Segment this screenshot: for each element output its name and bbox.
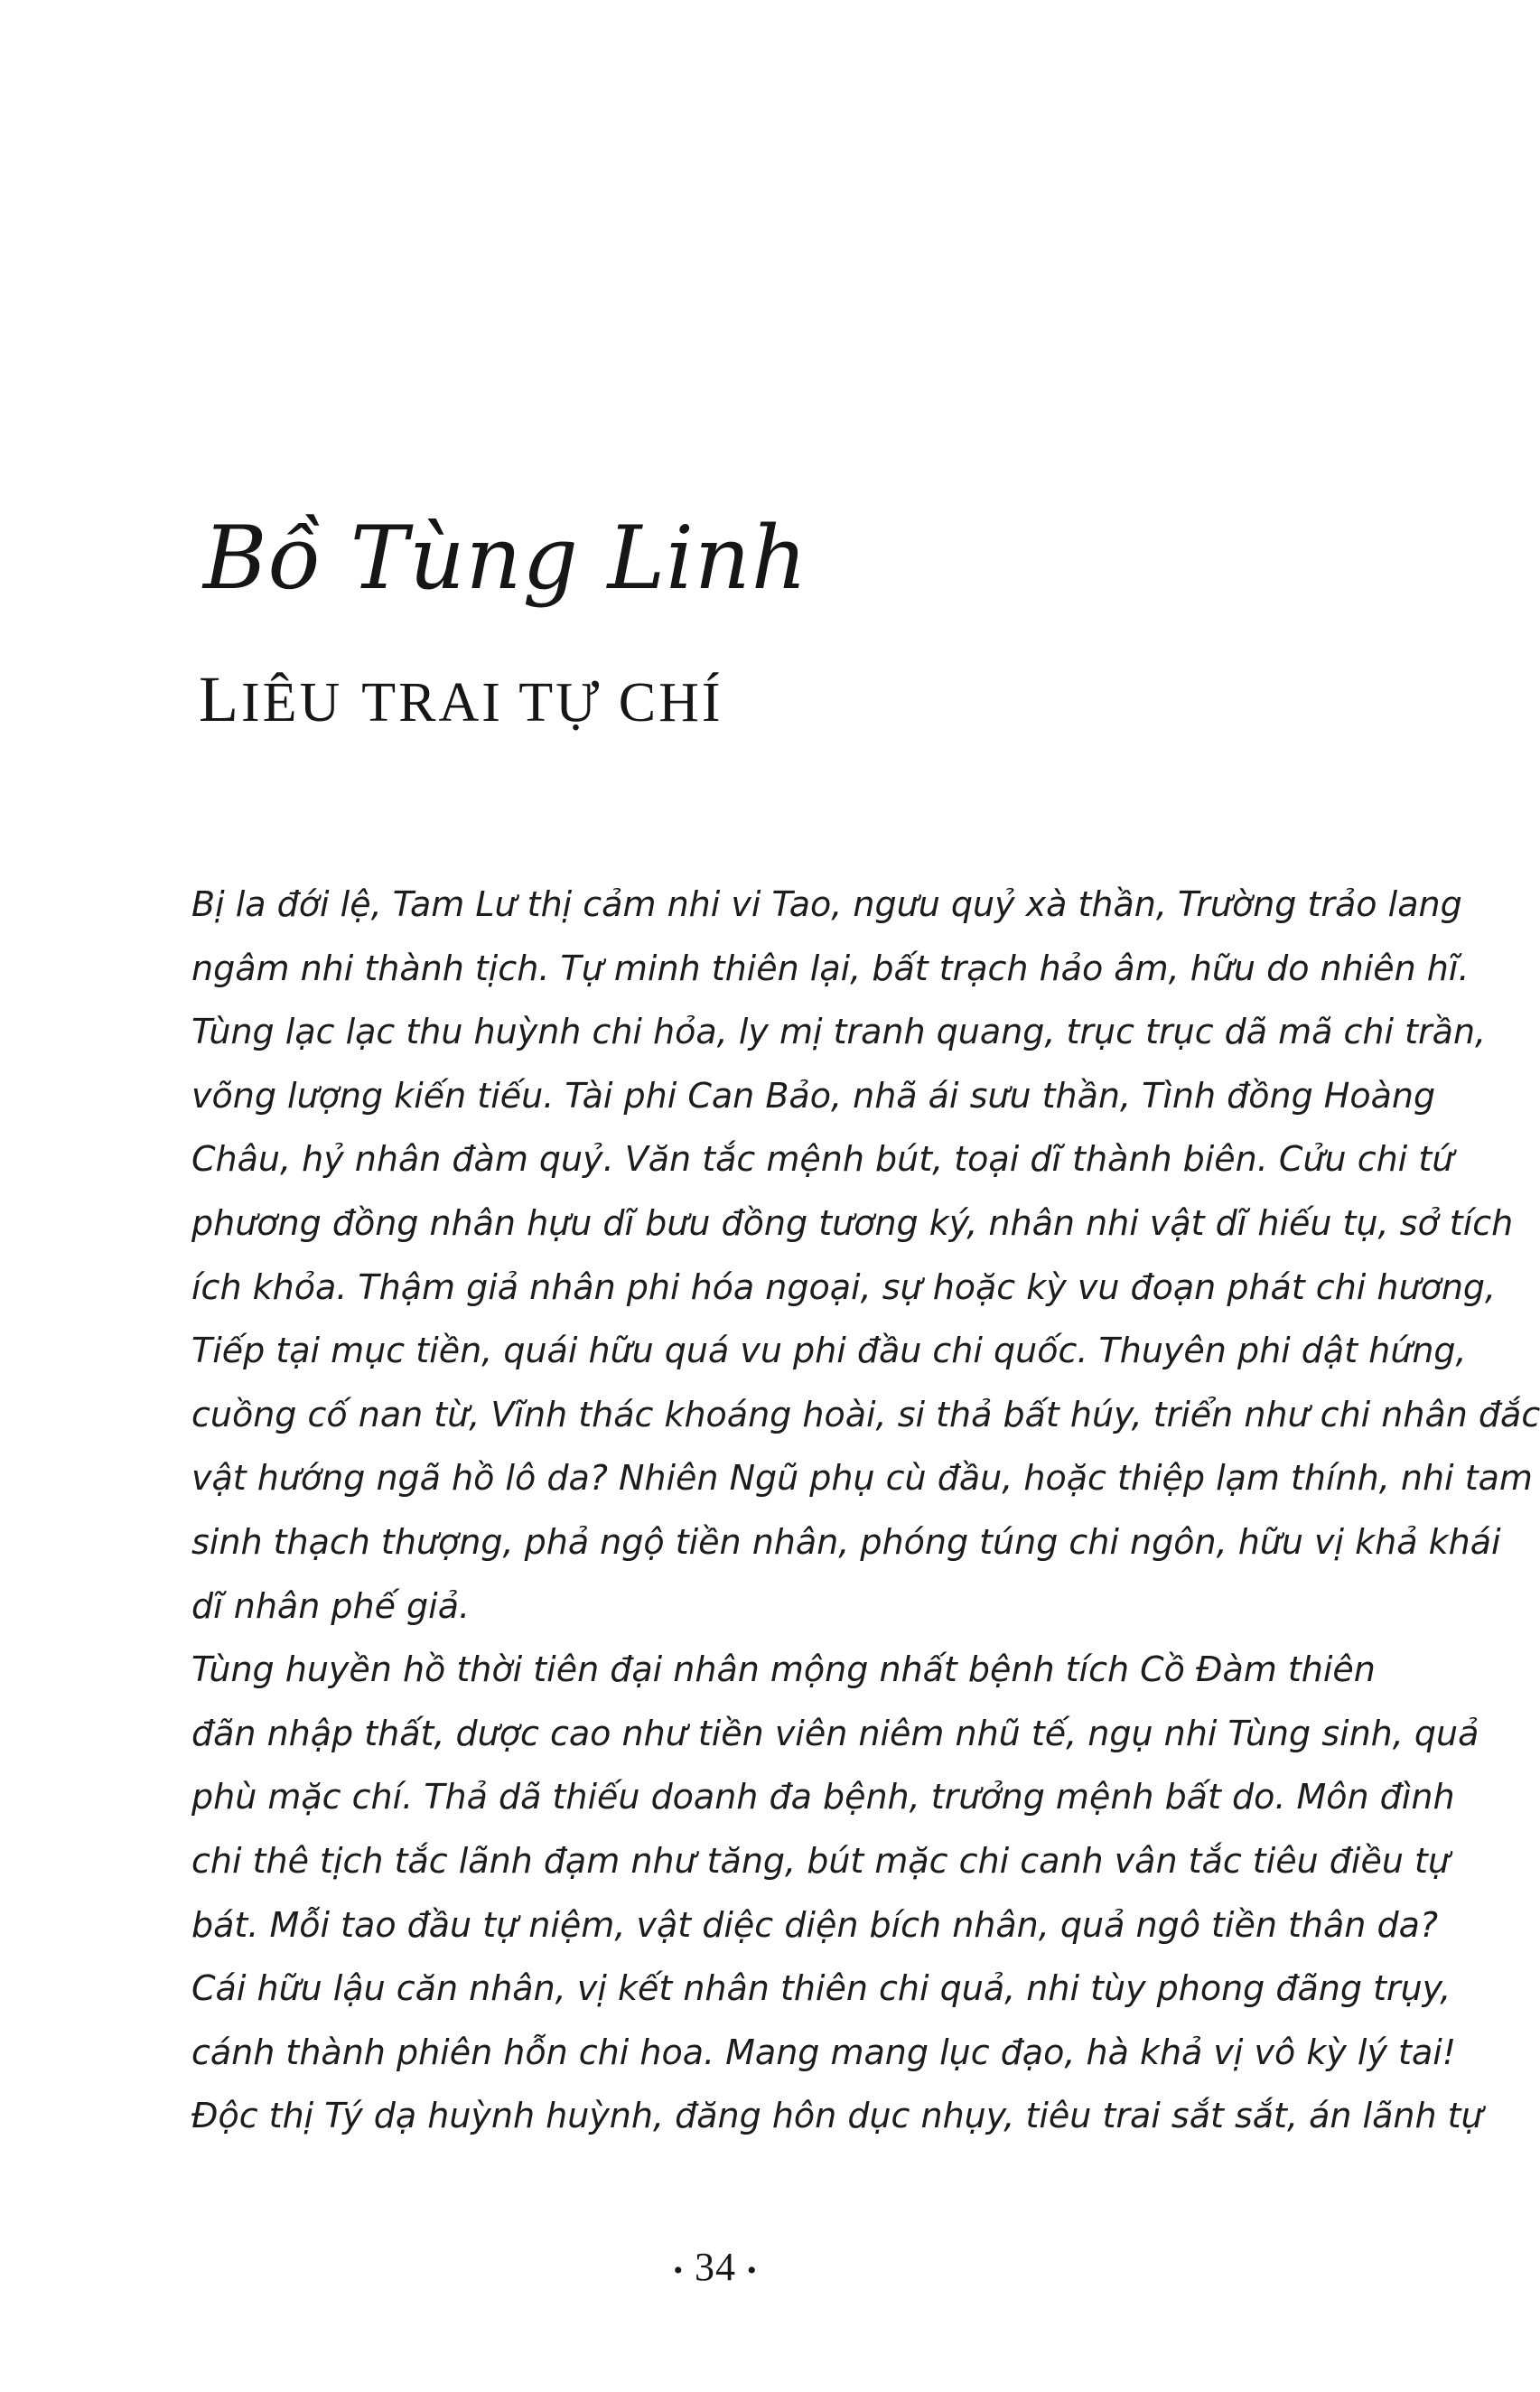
text-line: dĩ nhân phế giả.	[191, 1585, 471, 1626]
text-line: võng lượng kiến tiếu. Tài phi Can Bảo, nhã ái sưu thần, Tình đồng Hoàng	[191, 1075, 1436, 1116]
chapter-title	[199, 663, 723, 735]
text-line: cuồng cố nan từ, Vĩnh thác khoáng hoài, si thả bất húy, triển như chi nhân đắc	[191, 1394, 1540, 1434]
text-line: sinh thạch thượng, phả ngộ tiền nhân, phóng túng chi ngôn, hữu vị khả khái	[191, 1521, 1501, 1562]
body-text	[173, 873, 1540, 2148]
text-line: Tiếp tại mục tiền, quái hữu quá vu phi đầu chi quốc. Thuyên phi dật hứng,	[191, 1331, 1467, 1371]
page-number-value: 34	[695, 2245, 736, 2289]
text-line: ngâm nhi thành tịch. Tự minh thiên lại, bất trạch hảo âm, hữu do nhiên hĩ.	[191, 948, 1470, 988]
text-line: Cái hữu lậu căn nhân, vị kết nhân thiên chi quả, nhi tùy phong đãng trụy,	[191, 1968, 1451, 2009]
title-rest-2: TRAI TỰ CHÍ	[361, 672, 723, 733]
paragraph-2	[173, 1638, 1483, 2148]
text-line: phương đồng nhân hựu dĩ bưu đồng tương ký, nhân nhi vật dĩ hiếu tụ, sở tích	[191, 1202, 1514, 1243]
text-line: đãn nhập thất, dược cao như tiền viên niêm nhũ tế, ngụ nhi Tùng sinh, quả	[191, 1713, 1479, 1753]
text-line: cánh thành phiên hỗn chi hoa. Mang mang lục đạo, hà khả vị vô kỳ lý tai!	[191, 2032, 1457, 2072]
text-line: vật hướng ngã hồ lô da? Nhiên Ngũ phụ cù đầu, hoặc thiệp lạm thính, nhi tam	[191, 1458, 1533, 1499]
text-line: bát. Mỗi tao đầu tự niệm, vật diệc diện bích nhân, quả ngô tiền thân da?	[191, 1904, 1439, 1945]
text-line: Bị la đới lệ, Tam Lư thị cảm nhi vi Tao, ngưu quỷ xà thần, Trường trảo lang	[191, 884, 1462, 924]
title-initial: L	[199, 663, 241, 735]
text-line: Tùng lạc lạc thu huỳnh chi hỏa, ly mị tranh quang, trục trục dã mã chi trần,	[191, 1012, 1487, 1052]
text-line: Tùng huyền hồ thời tiên đại nhân mộng nhất bệnh tích Cồ Đàm thiên	[191, 1649, 1376, 1690]
folio-dot-right: •	[747, 2255, 758, 2285]
page-number	[0, 2244, 1431, 2290]
text-line: ích khỏa. Thậm giả nhân phi hóa ngoại, sự hoặc kỳ vu đoạn phát chi hương,	[191, 1266, 1497, 1307]
author-name: Bồ Tùng Linh	[203, 508, 808, 609]
text-line: chi thê tịch tắc lãnh đạm như tăng, bút mặc chi canh vân tắc tiêu điều tự	[191, 1840, 1450, 1881]
text-line: phù mặc chí. Thả dã thiếu doanh đa bệnh, trưởng mệnh bất do. Môn đình	[191, 1777, 1455, 1817]
text-line: Châu, hỷ nhân đàm quỷ. Văn tắc mệnh bút, toại dĩ thành biên. Cửu chi tứ	[191, 1139, 1454, 1180]
text-line: Độc thị Tý dạ huỳnh huỳnh, đăng hôn dục nhụy, tiêu trai sắt sắt, án lãnh tự	[191, 2096, 1483, 2136]
paragraph-1	[173, 873, 1540, 1638]
title-rest-1: IÊU	[240, 672, 343, 733]
folio-dot-left: •	[673, 2255, 684, 2285]
